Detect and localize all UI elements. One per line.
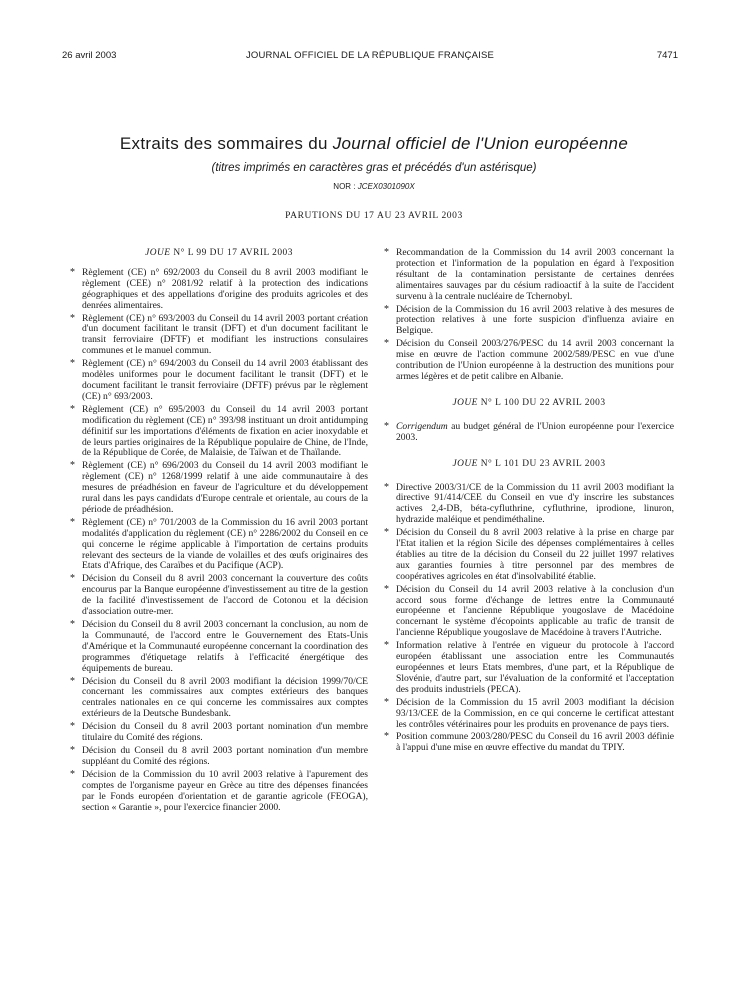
item-text: Règlement (CE) n° 696/2003 du Conseil du 14 avril 2003 modifiant le règlement (CE) n° 1268/1999 relatif à une aide communautaire à des mesures de préadhésion en faveur de l'agriculture et du développement rural dans les pays candidats d'Europe centrale et orientale, au cours de la période de préadhésion. (82, 460, 368, 515)
list-item (384, 732, 674, 754)
section-heading-l100 (384, 398, 674, 409)
asterisk-bullet: * (70, 312, 75, 324)
list-item (70, 722, 368, 744)
item-text: Décision du Conseil du 8 avril 2003 modifiant la décision 1999/70/CE concernant les commissaires aux comptes extérieurs des banques centrales nationales en ce qui concerne les commissaires aux comptes extérieurs de la Deutsche Bundesbank. (82, 675, 368, 720)
item-text: Recommandation de la Commission du 14 avril 2003 concernant la protection et l'information de la population en égard à l'exposition résultant de la contamination persistante de certaines denrées alimentaires sauvages par du césium radioactif à la suite de l'accident survenu à la centrale nucléaire de Tchernobyl. (396, 247, 674, 302)
nor-code: JCEX0301090X (357, 182, 415, 191)
list-item (70, 746, 368, 768)
list-item (70, 405, 368, 460)
asterisk-bullet: * (384, 527, 389, 539)
list-item (70, 461, 368, 516)
list-item (70, 359, 368, 403)
list-item (70, 314, 368, 358)
asterisk-bullet: * (384, 583, 389, 595)
list-item (384, 339, 674, 383)
item-text: Décision de la Commission du 15 avril 2003 modifiant la décision 93/13/CEE de la Commission, en ce qui concerne le certificat attestant les contrôles vétérinaires pour les produits en provenance de pays tiers. (396, 696, 674, 730)
asterisk-bullet: * (384, 338, 389, 350)
asterisk-bullet: * (70, 460, 75, 472)
asterisk-bullet: * (384, 247, 389, 258)
asterisk-bullet: * (384, 696, 389, 708)
asterisk-bullet: * (384, 481, 389, 493)
list-item (384, 248, 674, 303)
left-column (70, 248, 368, 815)
header-date: 26 avril 2003 (62, 50, 117, 61)
left-item-list (70, 268, 368, 814)
item-text: Règlement (CE) n° 701/2003 de la Commission du 16 avril 2003 portant modalités d'application du règlement (CE) n° 2286/2002 du Conseil en ce qui concerne le régime applicable à l'importation de certains produits relevant des secteurs de la viande de volailles et des œufs originaires des Etats d'Afrique, des Caraïbes et du Pacifique (ACP). (82, 516, 368, 572)
item-text: Position commune 2003/280/PESC du Conseil du 16 avril 2003 définie à l'appui d'une mise en œuvre effective du mandat du TPIY. (396, 731, 674, 754)
list-item (384, 698, 674, 731)
header-journal-title: JOURNAL OFFICIEL DE LA RÉPUBLIQUE FRANÇAISE (245, 50, 495, 61)
asterisk-bullet: * (70, 573, 75, 585)
item-text: Décision du Conseil du 8 avril 2003 concernant la conclusion, au nom de la Communauté, de l'accord entre le Gouvernement des Etats-Unis d'Amérique et la Communauté européenne concernant la coordination des programmes d'étiquetage relatifs à l'efficacité énergétique des équipements de bureau. (82, 619, 368, 674)
section-issue: N° L 101 DU 23 AVRIL 2003 (477, 458, 606, 469)
item-text: Décision du Conseil 2003/276/PESC du 14 avril 2003 concernant la mise en œuvre de l'action commune 2002/589/PESC en vue d'une contribution de l'Union européenne à la destruction des munitions pour armes légères et de petit calibre en Albanie. (396, 338, 674, 382)
title-prefix: Extraits des sommaires du (119, 134, 333, 153)
list-item (70, 518, 368, 573)
asterisk-bullet: * (70, 266, 75, 278)
asterisk-bullet: * (70, 358, 75, 370)
list-item (384, 483, 674, 527)
list-item (384, 641, 674, 696)
item-text: Décision de la Commission du 10 avril 2003 relative à l'apurement des comptes de l'organisme payeur en Grèce au titre des dépenses financées par le Fonds européen d'orientation et de garantie agricole (FEOGA), section « Garantie », pour l'exercice financier 2000. (82, 768, 368, 813)
list-item (70, 574, 368, 618)
item-text: Règlement (CE) n° 693/2003 du Conseil du 14 avril 2003 portant création d'un document facilitant le transit (DFT) et d'un document facilitant le transit ferroviaire (DFTF) et modifiant les instructions consulaires communes et le manuel commun. (82, 312, 368, 357)
list-item (384, 422, 674, 444)
title-journal-name: Journal officiel de l'Union européenne (332, 134, 629, 153)
asterisk-bullet: * (70, 403, 75, 415)
section-heading-l101 (384, 459, 674, 470)
corrigendum-label: Corrigendum (396, 420, 448, 432)
item-text: au budget général de l'Union européenne pour l'exercice 2003. (396, 420, 674, 443)
item-text: Information relative à l'entrée en vigueur du protocole à l'accord européen établissant une association entre les Communautés européennes et leurs Etats membres, d'une part, et la République de Slovénie, d'autre part, sur l'évaluation de la conformité et l'acceptation des produits industriels (PECA). (396, 640, 674, 695)
right-top-item-list (384, 248, 674, 383)
item-text: Règlement (CE) n° 695/2003 du Conseil du 14 avril 2003 portant modification du règlement (CE) n° 393/98 instituant un droit antidumping définitif sur les importations d'éléments de fixation en acier inoxydable et de leurs parties originaires de la République populaire de Chine, de l'Inde, de la République de Corée, de Malaisie, de Taïwan et de Thaïlande. (82, 403, 368, 459)
asterisk-bullet: * (70, 675, 75, 687)
item-text: Décision de la Commission du 16 avril 2003 relative à des mesures de protection relatives à une forte suspicion d'influenza aviaire en Belgique. (396, 303, 674, 337)
right-l101-item-list (384, 483, 674, 755)
section-joue-label: JOUE (452, 397, 478, 408)
header-page-number: 7471 (656, 50, 678, 61)
page-title (0, 134, 748, 154)
asterisk-bullet: * (70, 768, 75, 780)
item-text: Décision du Conseil du 8 avril 2003 relative à la prise en charge par l'Etat italien et la région Sicile des dépenses complémentaires à celles établies au titre de la décision du Conseil du 22 juillet 1997 relatives aux garanties fournies à titre personnel par des membres de coopératives agricoles en état d'insolvabilité établie. (396, 527, 674, 582)
asterisk-bullet: * (384, 303, 389, 315)
nor-label: NOR : (333, 182, 358, 191)
asterisk-bullet: * (384, 640, 389, 652)
section-joue-label: JOUE (452, 458, 478, 469)
list-item (70, 770, 368, 814)
asterisk-bullet: * (384, 420, 389, 432)
item-text: Règlement (CE) n° 694/2003 du Conseil du 14 avril 2003 établissant des modèles uniformes pour le document facilitant le transit (DFT) et le document facilitant le transit ferroviaire (DFTF) prévus par le règlement (CE) n° 693/2003. (82, 358, 368, 402)
item-text: Décision du Conseil du 8 avril 2003 portant nomination d'un membre titulaire du Comité des régions. (82, 721, 368, 744)
item-text: Décision du Conseil du 8 avril 2003 concernant la couverture des coûts encourus par la Banque européenne d'investissement au titre de la gestion de la facilité d'investissement de l'accord de Cotonou et la décision d'association outre-mer. (82, 573, 368, 618)
asterisk-bullet: * (70, 744, 75, 756)
page-header (62, 50, 678, 64)
list-item (384, 585, 674, 640)
right-column (384, 248, 674, 756)
item-text: Directive 2003/31/CE de la Commission du 11 avril 2003 modifiant la directive 91/414/CEE du Conseil en vue d'y inscrire les substances actives 2,4-DB, béta-cyfluthrine, cyfluthrine, iprodione, linuron, hydrazide maléique et pendiméthaline. (396, 481, 674, 526)
item-text: Règlement (CE) n° 692/2003 du Conseil du 8 avril 2003 modifiant le règlement (CEE) n° 2081/92 relatif à la protection des indications géographiques et des appellations d'origine des produits agricoles et des denrées alimentaires. (82, 266, 368, 311)
asterisk-bullet: * (384, 731, 389, 743)
section-joue-label: JOUE (145, 248, 171, 258)
section-issue: N° L 100 DU 22 AVRIL 2003 (477, 397, 606, 408)
nor-reference (0, 182, 748, 191)
item-text: Décision du Conseil du 8 avril 2003 portant nomination d'un membre suppléant du Comité des régions. (82, 744, 368, 767)
page-subtitle: (titres imprimés en caractères gras et précédés d'un astérisque) (211, 162, 537, 174)
asterisk-bullet: * (70, 516, 75, 528)
list-item (70, 677, 368, 721)
list-item (70, 620, 368, 675)
parutions-heading: PARUTIONS DU 17 AU 23 AVRIL 2003 (285, 211, 463, 221)
asterisk-bullet: * (70, 619, 75, 630)
section-heading-l99 (70, 248, 368, 259)
item-text: Décision du Conseil du 14 avril 2003 relative à la conclusion d'un accord sous forme d'échange de lettres entre la Communauté européenne et l'ancienne République yougoslave de Macédoine concernant le système d'écopoints applicable au trafic de transit de l'ancienne République yougoslave de Macédoine à travers l'Autriche. (396, 583, 674, 639)
list-item (70, 268, 368, 312)
list-item (384, 305, 674, 338)
list-item (384, 528, 674, 583)
section-issue: N° L 99 DU 17 AVRIL 2003 (170, 248, 293, 258)
asterisk-bullet: * (70, 721, 75, 733)
